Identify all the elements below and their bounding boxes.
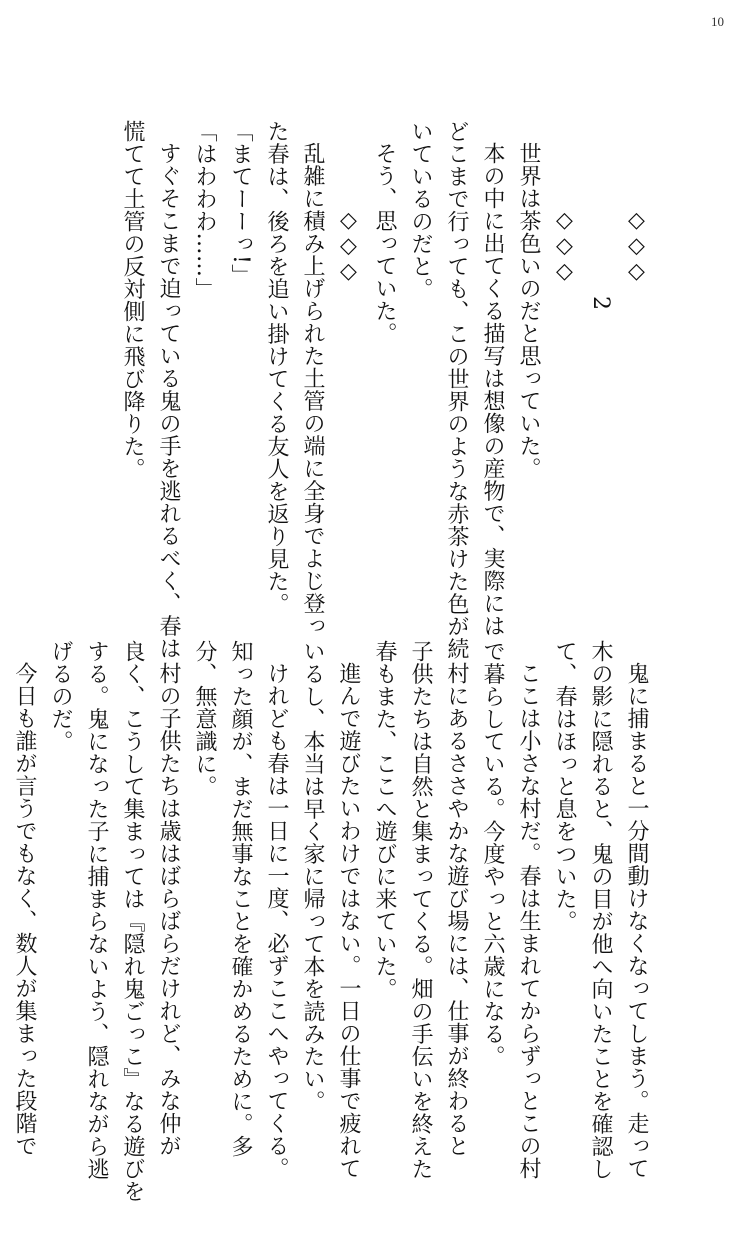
text-line: すぐそこまで迫っている鬼の手を逃れるべく、春は (156, 142, 181, 660)
text-line: 今日も誰が言うでもなく、数人が集まった段階で (12, 662, 37, 1157)
text-line: 子供たちは自然と集まってくる。畑の手伝いを終えた (408, 640, 433, 1180)
text-line: 世界は茶色いのだと思っていた。 (516, 142, 541, 480)
text-line: 木の影に隠れると、鬼の目が他へ向いたことを確認し (588, 640, 613, 1180)
section-break-mark: ◇◇◇ (552, 208, 577, 285)
text-line: いるし、本当は早く家に帰って本を読みたい。 (300, 640, 325, 1113)
text-block-bottom (12, 640, 654, 1203)
page-number: 10 (711, 14, 724, 29)
text-line: 「まてーーっ!」 (228, 120, 253, 287)
text-line: そう、思っていた。 (372, 142, 397, 345)
chapter-number: 2 (588, 296, 613, 311)
text-line: 本の中に出てくる描写は想像の産物で、実際には (480, 142, 505, 637)
text-line: 慌てて土管の反対側に飛び降りた。 (120, 120, 145, 480)
text-line: 村の子供たちは歳はばらばらだけれど、みな仲が (156, 662, 181, 1157)
text-line: で暮らしている。今度やっと六歳になる。 (480, 640, 505, 1068)
text-line: 鬼に捕まると一分間動けなくなってしまう。走って (624, 662, 649, 1180)
text-line: ここは小さな村だ。春は生まれてからずっとこの村 (516, 662, 541, 1180)
text-line: どこまで行っても、この世界のような赤茶けた色が続 (444, 120, 469, 660)
text-line: けれども春は一日に一度、必ずここへやってくる。 (264, 662, 289, 1180)
text-line: 春もまた、ここへ遊びに来ていた。 (372, 640, 397, 1000)
text-line: 「はわわわ……」 (192, 120, 217, 300)
section-break-mark: ◇◇◇ (624, 208, 649, 285)
text-block-top (94, 120, 654, 660)
text-line: げるのだ。 (48, 640, 73, 753)
text-line: た春は、後ろを追い掛けてくる友人を返り見た。 (264, 120, 289, 615)
text-line: する。鬼になった子に捕まらないよう、隠れながら逃 (84, 640, 109, 1180)
text-line: 知った顔が、まだ無事なことを確かめるために。多 (228, 640, 253, 1158)
text-line: 乱雑に積み上げられた土管の端に全身でよじ登っ (300, 142, 325, 637)
text-line: て、春はほっと息をついた。 (552, 640, 577, 933)
text-line: 分、無意識に。 (192, 640, 217, 798)
section-break-mark: ◇◇◇ (336, 208, 361, 285)
text-line: いているのだと。 (408, 120, 433, 300)
text-line: 進んで遊びたいわけではない。一日の仕事で疲れて (336, 662, 361, 1180)
text-line: 良く、こうして集まっては『隠れ鬼ごっこ』なる遊びを (120, 640, 145, 1203)
text-line: 村にあるささやかな遊び場には、仕事が終わると (444, 662, 469, 1157)
